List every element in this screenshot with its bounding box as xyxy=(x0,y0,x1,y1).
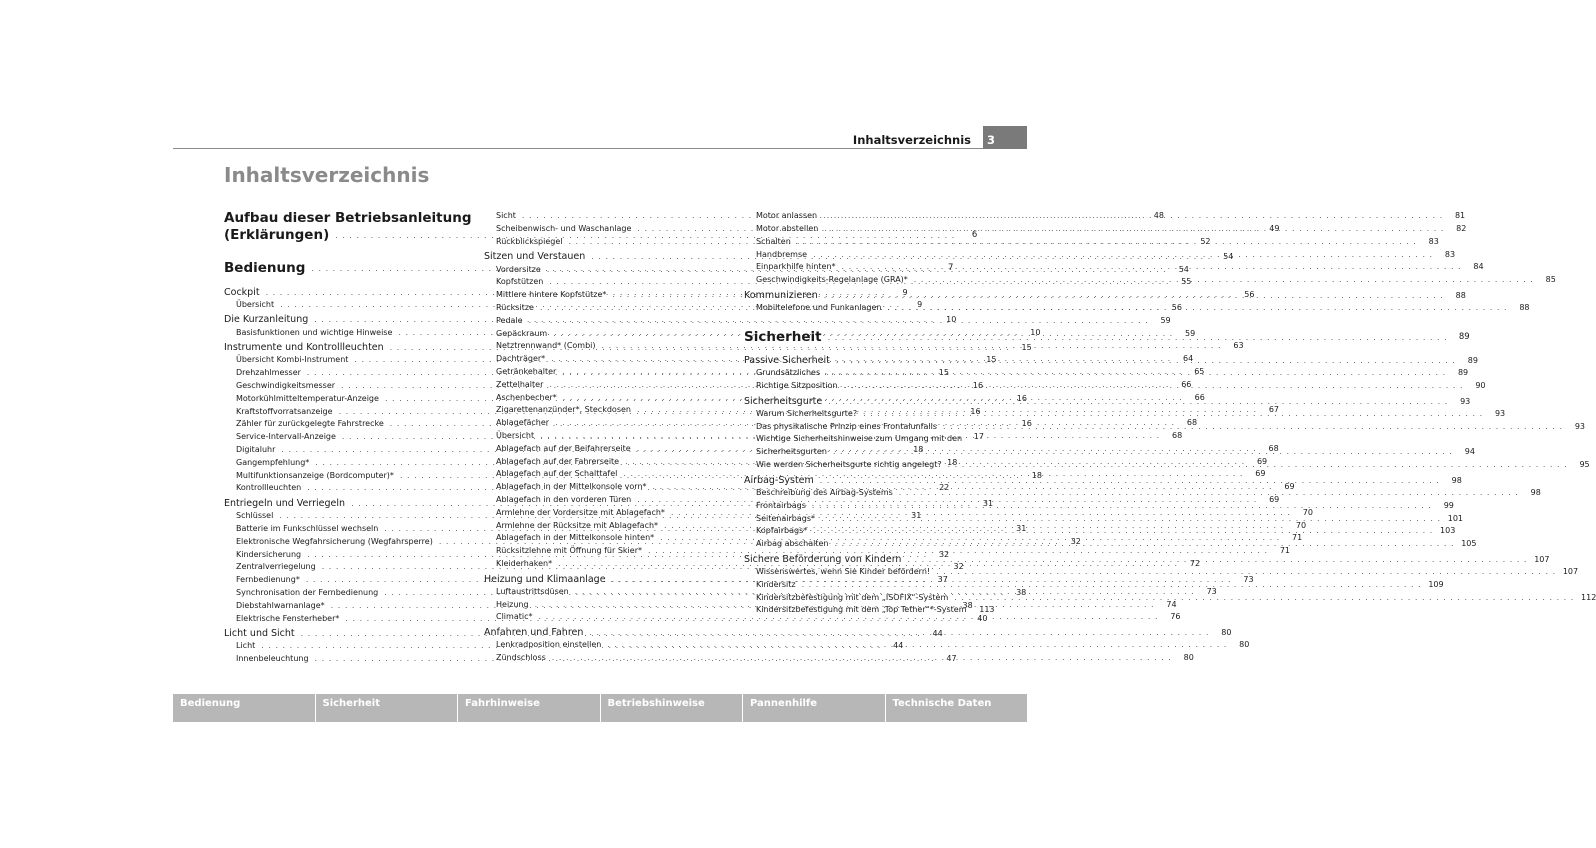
toc-entry-label: Zentralverriegelung xyxy=(236,562,316,572)
toc-entry-label: Wichtige Sicherheitshinweise zum Umgang mit den xyxy=(756,434,963,444)
toc-entry-label: Geschwindigkeits-Regelanlage (GRA)* xyxy=(756,275,908,285)
toc-page-number: 48 xyxy=(1153,211,1164,221)
toc-entry-label: Rücksitzlehne mit Öffnung für Skier* xyxy=(496,546,642,556)
toc-page-number: 10 xyxy=(1030,327,1041,337)
toc-leader-dots xyxy=(833,446,1453,459)
toc-entry-label: Netztrennwand* (Combi) xyxy=(496,341,596,351)
toc-page-number: 89 xyxy=(1467,356,1478,366)
toc-leader-dots xyxy=(907,553,1527,566)
toc-entry-label: Kindersitzbefestigung mit dem „ISOFIX“-System xyxy=(756,592,949,602)
toc-leader-dots xyxy=(820,474,1440,487)
toc-entry-label: Airbag-System xyxy=(744,474,814,486)
toc-entry-label: Service-Intervall-Anzeige xyxy=(236,432,336,442)
toc-page-number: 83 xyxy=(1444,249,1456,259)
toc-page-number: 76 xyxy=(1170,612,1181,622)
toc-page-number: 73 xyxy=(1206,586,1217,596)
toc-page-number: 49 xyxy=(1269,224,1280,234)
toc-page-number: 65 xyxy=(1194,367,1205,377)
toc-page-number: 52 xyxy=(1200,236,1211,246)
toc-leader-dots xyxy=(797,236,1417,249)
toc-entry-label: Licht und Sicht xyxy=(224,628,295,640)
toc-page-number: 38 xyxy=(1016,587,1027,597)
toc-entry-label: Climatic* xyxy=(496,612,533,622)
toc-leader-dots xyxy=(813,249,1433,262)
page-number: 3 xyxy=(987,133,996,147)
toc-entry-label: Kopfairbags* xyxy=(756,526,808,536)
toc-page-number: 71 xyxy=(1292,533,1303,543)
toc-entry-label: Einparkhilfe hinten* xyxy=(756,262,836,272)
toc-page-number: 56 xyxy=(1171,303,1182,313)
toc-page-number: 69 xyxy=(1255,469,1266,479)
toc-entry-label: Kleiderhaken* xyxy=(496,559,553,569)
toc-entry-label: Kopfstützen xyxy=(496,277,544,287)
toc-entry-label: Drehzahlmesser xyxy=(236,368,301,378)
toc-entry-label: Kindersitz xyxy=(756,579,796,589)
toc-page-number: 16 xyxy=(1021,419,1032,429)
toc-page-number: 59 xyxy=(1185,328,1196,338)
toc-entry-label: Digitaluhr xyxy=(236,444,276,454)
page-title: Inhaltsverzeichnis xyxy=(224,163,430,187)
toc-entry-label: Scheibenwisch- und Waschanlage xyxy=(496,224,632,234)
toc-page-number: 55 xyxy=(1181,277,1192,287)
chapter-nav-bar xyxy=(173,694,1027,722)
toc-entry-label: Das physikalische Prinzip eines Frontalunfalls xyxy=(756,421,937,431)
toc-page-number: 63 xyxy=(1233,341,1244,351)
toc-entry-label: Grundsätzliches xyxy=(756,368,821,378)
toc-page-number: 113 xyxy=(979,605,995,615)
toc-entry-label: Vordersitze xyxy=(496,264,541,274)
toc-entry-label: Luftaustrittsdüsen xyxy=(496,586,569,596)
toc-entry-label: Cockpit xyxy=(224,286,260,298)
toc-entry-label: Basisfunktionen und wichtige Hinweise xyxy=(236,327,393,337)
toc-page-number: 18 xyxy=(1031,470,1042,480)
toc-page-number: 31 xyxy=(1016,523,1027,533)
toc-entry-label: Sicherheit xyxy=(744,328,822,345)
toc-entry-wrapped-line[interactable] xyxy=(744,433,992,446)
toc-page-number: 68 xyxy=(1268,443,1279,453)
toc-entry-label: Multifunktionsanzeige (Bordcomputer)* xyxy=(236,470,394,480)
toc-leader-dots xyxy=(828,395,1448,408)
toc-page-number: 38 xyxy=(962,600,973,610)
toc-entry-label: Entriegeln und Verriegeln xyxy=(224,497,346,509)
toc-entry-label: Mobiltelefone und Funkanlagen xyxy=(756,303,882,313)
toc-leader-dots xyxy=(936,566,1556,579)
toc-page-number: 31 xyxy=(982,498,994,508)
toc-leader-dots xyxy=(823,210,1443,223)
toc-entry-label: Lenkradposition einstellen xyxy=(496,640,602,650)
toc-page-number: 105 xyxy=(1461,539,1477,549)
toc-page-number: 10 xyxy=(946,315,957,325)
toc-entry-label: Aufbau dieser Betriebsanleitung xyxy=(224,210,472,226)
toc-page-number: 80 xyxy=(1221,627,1232,637)
toc-chapter-entry[interactable] xyxy=(224,210,472,227)
toc-page-number: 73 xyxy=(1243,574,1254,584)
toc-page-number: 69 xyxy=(1256,456,1268,466)
toc-page-number: 101 xyxy=(1447,513,1464,523)
toc-entry-label: Handbremse xyxy=(756,249,808,259)
toc-leader-dots xyxy=(552,652,1172,665)
toc-entry-label: Kommunizieren xyxy=(744,289,818,301)
nav-tab-pannenhilfe[interactable]: Pannenhilfe xyxy=(743,694,886,722)
toc-entry-label: Rückblickspiegel xyxy=(496,236,563,246)
toc-entry-label: Seitenairbags* xyxy=(756,513,815,523)
toc-subsection-entry[interactable] xyxy=(744,604,995,617)
toc-page-number: 15 xyxy=(1021,343,1032,353)
toc-entry-label: Batterie im Funkschlüssel wechseln xyxy=(236,523,379,533)
toc-page-number: 32 xyxy=(1070,536,1081,546)
toc-leader-dots xyxy=(826,367,1446,380)
toc-entry-label: Synchronisation der Fernbedienung xyxy=(236,587,379,597)
nav-tab-betriebshinweise[interactable]: Betriebshinweise xyxy=(601,694,744,722)
toc-leader-dots xyxy=(863,408,1483,421)
toc-entry-label: Kindersitzbefestigung mit dem „Top Tether“*-System xyxy=(756,605,967,615)
toc-page-number: 16 xyxy=(972,380,984,390)
toc-entry-label: Zigarettenanzünder*, Steckdosen xyxy=(496,405,631,415)
toc-page-number: 16 xyxy=(1016,393,1027,403)
toc-entry-label: Anfahren und Fahren xyxy=(484,626,584,638)
toc-entry-label: Übersicht xyxy=(236,299,275,309)
page-number-box xyxy=(983,126,1027,149)
toc-page-number: 84 xyxy=(1473,262,1484,272)
toc-page-number: 70 xyxy=(1295,520,1307,530)
toc-leader-dots xyxy=(842,261,1462,274)
toc-entry-label: Armlehne der Rücksitze mit Ablagefach* xyxy=(496,520,659,530)
toc-leader-dots xyxy=(589,626,1209,639)
toc-entry-label: Zettelhalter xyxy=(496,379,544,389)
toc-page-number: 66 xyxy=(1181,379,1192,389)
toc-page-number: 31 xyxy=(911,511,922,521)
toc-leader-dots xyxy=(824,289,1444,302)
toc-page-number: 103 xyxy=(1440,526,1456,536)
toc-page-number: 88 xyxy=(1455,290,1466,300)
toc-entry-label: Motor abstellen xyxy=(756,224,819,234)
toc-entry-label: Ablagefach auf der Schalttafel xyxy=(496,469,618,479)
toc-entry-label: Gangempfehlung* xyxy=(236,457,310,467)
toc-page-number: 32 xyxy=(953,562,964,572)
toc-page-number: 98 xyxy=(1451,475,1462,485)
toc-leader-dots xyxy=(954,592,1574,605)
toc-entry-label: Geschwindigkeitsmesser xyxy=(236,380,336,390)
nav-tab-bedienung[interactable]: Bedienung xyxy=(173,694,316,722)
nav-tab-technische-daten[interactable]: Technische Daten xyxy=(886,694,1028,722)
toc-entry-label: Innenbeleuchtung xyxy=(236,654,309,664)
toc-entry-label: Schlüssel xyxy=(236,511,274,521)
toc-entry-label: Übersicht xyxy=(496,431,535,441)
toc-leader-dots xyxy=(607,639,1227,652)
toc-leader-dots xyxy=(943,421,1563,434)
toc-entry-label: Elektrische Fensterheber* xyxy=(236,613,340,623)
toc-entry-label: Zähler für zurückgelegte Fahrstrecke xyxy=(236,419,384,429)
toc-page-number: 16 xyxy=(970,406,981,416)
toc-page-number: 22 xyxy=(939,483,950,493)
toc-page-number: 89 xyxy=(1457,368,1469,378)
toc-leader-dots xyxy=(948,459,1568,472)
toc-page-number: 68 xyxy=(1171,431,1183,441)
toc-page-number: 93 xyxy=(1574,421,1586,431)
toc-entry-label: Heizung und Klimaanlage xyxy=(484,573,606,585)
toc-entry-label: Motorkühlmitteltemperatur-Anzeige xyxy=(236,393,379,403)
toc-page-number: 93 xyxy=(1494,408,1506,418)
toc-page-number: 68 xyxy=(1186,418,1198,428)
toc-page-number: 54 xyxy=(1178,264,1189,274)
toc-page-number: 6 xyxy=(971,230,978,240)
toc-leader-dots xyxy=(888,302,1508,315)
toc-page-number: 112 xyxy=(1581,592,1596,602)
toc-leader-dots xyxy=(821,513,1441,526)
toc-entry-label: Passive Sicherheit xyxy=(744,355,830,367)
toc-leader-dots xyxy=(843,380,1463,393)
toc-entry-label: Wie werden Sicherheitsgurte richtig angelegt? xyxy=(756,460,942,470)
toc-page-number: 99 xyxy=(1443,500,1454,510)
toc-entry-label: Sicht xyxy=(496,211,516,221)
toc-page-number: 74 xyxy=(1166,599,1177,609)
toc-entry-label: Bedienung xyxy=(224,260,306,276)
toc-page-number: 98 xyxy=(1530,487,1541,497)
toc-leader-dots xyxy=(824,223,1444,236)
toc-entry-label: Richtige Sitzposition xyxy=(756,381,838,391)
toc-page-number: 85 xyxy=(1545,275,1556,285)
toc-page-number: 67 xyxy=(1268,405,1280,415)
toc-page-number: 82 xyxy=(1456,224,1467,234)
toc-entry-label: Diebstahlwarnanlage* xyxy=(236,600,325,610)
toc-entry-label: Kraftstoffvorratsanzeige xyxy=(236,406,333,416)
toc-entry-label: Mittlere hintere Kopfstütze* xyxy=(496,290,607,300)
toc-page-number: 95 xyxy=(1579,460,1590,470)
toc-page-number: 72 xyxy=(1189,559,1201,569)
toc-page-number: 40 xyxy=(977,613,988,623)
toc-entry-label: Gepäckraum xyxy=(496,328,548,338)
toc-leader-dots xyxy=(914,274,1534,287)
toc-entry-label: Beschreibung des Airbag-Systems xyxy=(756,487,893,497)
toc-entry-label: Frontairbags xyxy=(756,500,806,510)
toc-page-number: 90 xyxy=(1475,381,1486,391)
toc-leader-dots xyxy=(834,538,1454,551)
toc-entry-label: Fernbedienung* xyxy=(236,575,300,585)
toc-entry-label: Motor anlassen xyxy=(756,211,818,221)
toc-entry-label: Die Kurzanleitung xyxy=(224,314,309,326)
toc-leader-dots xyxy=(812,500,1432,513)
toc-page-number: 32 xyxy=(938,549,950,559)
toc-page-number: 94 xyxy=(1464,447,1475,457)
toc-page-number: 89 xyxy=(1458,331,1470,342)
toc-leader-dots xyxy=(899,487,1519,500)
toc-entry-label: Dachträger* xyxy=(496,354,546,364)
toc-page-number: 69 xyxy=(1269,495,1280,505)
toc-entry-label: Ablagefächer xyxy=(496,418,550,428)
toc-page-number: 59 xyxy=(1160,315,1171,325)
toc-page-number: 7 xyxy=(948,263,954,273)
toc-page-number: 70 xyxy=(1302,507,1313,517)
toc-entry-label: Wissenswertes, wenn Sie Kinder befördern! xyxy=(756,566,931,576)
toc-page-number: 93 xyxy=(1460,396,1471,406)
toc-page-number: 80 xyxy=(1183,653,1194,662)
header-rule xyxy=(173,148,983,149)
toc-entry-label: Kontrollleuchten xyxy=(236,483,302,493)
toc-entry-label: Sicherheitsgurten xyxy=(756,447,827,457)
toc-leader-dots xyxy=(836,354,1456,367)
toc-entry-label: Sitzen und Verstauen xyxy=(484,251,586,263)
toc-page-number: 81 xyxy=(1454,211,1466,221)
toc-page-number: 54 xyxy=(1223,252,1234,262)
toc-leader-dots xyxy=(828,329,1448,346)
toc-entry-label: Kindersicherung xyxy=(236,549,302,559)
toc-entry-label: Rücksitze xyxy=(496,303,534,313)
toc-page-number: 66 xyxy=(1194,392,1205,402)
toc-leader-dots xyxy=(813,525,1433,538)
toc-entry-label: Zündschloss xyxy=(496,653,546,662)
toc-entry-label: Heizung xyxy=(496,599,529,609)
toc-page-number: 9 xyxy=(917,299,923,309)
toc-page-number: 15 xyxy=(938,368,949,378)
toc-page-number: 18 xyxy=(947,457,958,467)
toc-entry-label: (Erklärungen) xyxy=(224,227,330,243)
toc-entry-label: Aschenbecher* xyxy=(496,392,557,402)
nav-tab-fahrhinweise[interactable]: Fahrhinweise xyxy=(458,694,601,722)
toc-entry-label: Schalten xyxy=(756,236,791,246)
toc-entry-label: Ablagefach in der Mittelkonsole vorn* xyxy=(496,482,647,492)
toc-entry-label: Ablagefach in der Mittelkonsole hinten* xyxy=(496,533,655,543)
toc-entry-label: Elektronische Wegfahrsicherung (Wegfahrsperre) xyxy=(236,536,433,546)
toc-page-number: 71 xyxy=(1279,546,1291,556)
toc-entry-label: Ablagefach auf der Fahrerseite xyxy=(496,456,620,466)
toc-entry-label: Licht xyxy=(236,641,256,651)
toc-page-number: 109 xyxy=(1428,579,1444,589)
toc-page-number: 69 xyxy=(1284,482,1295,492)
toc-page-number: 107 xyxy=(1534,554,1550,564)
toc-page-number: 88 xyxy=(1519,303,1530,313)
toc-entry-label: Übersicht Kombi-Instrument xyxy=(236,355,349,365)
toc-entry-label: Getränkehalter xyxy=(496,367,557,377)
toc-page-number: 44 xyxy=(932,629,943,639)
toc-page-number: 15 xyxy=(986,355,997,365)
toc-entry-label: Instrumente und Kontrollleuchten xyxy=(224,342,384,354)
toc-entry-label: Sicherheitsgurte xyxy=(744,395,823,407)
nav-tab-sicherheit[interactable]: Sicherheit xyxy=(316,694,459,722)
toc-page-number: 83 xyxy=(1428,236,1439,246)
toc-page-number: 107 xyxy=(1562,566,1579,576)
toc-entry-label: Armlehne der Vordersitze mit Ablagefach* xyxy=(496,507,665,517)
toc-entry-label: Pedale xyxy=(496,315,523,325)
toc-entry-label: Sichere Beförderung von Kindern xyxy=(744,553,902,565)
toc-page-number: 56 xyxy=(1244,290,1255,300)
toc-entry-label: Ablagefach in den vorderen Türen xyxy=(496,495,632,505)
toc-leader-dots xyxy=(802,579,1422,592)
toc-page-number: 64 xyxy=(1183,354,1194,364)
toc-page-number: 9 xyxy=(902,287,908,297)
toc-page-number: 17 xyxy=(973,432,984,442)
toc-page-number: 18 xyxy=(913,444,924,454)
toc-entry-label: Warum Sicherheitsgurte? xyxy=(756,408,858,418)
toc-page-number: 47 xyxy=(946,654,957,664)
toc-entry-label: Ablagefach auf der Beifahrerseite xyxy=(496,443,631,453)
toc-page-number: 80 xyxy=(1239,640,1250,650)
toc-page-number: 44 xyxy=(893,641,904,651)
toc-entry-label: Airbag abschalten xyxy=(756,539,829,549)
toc-page-number: 37 xyxy=(937,575,948,585)
running-header-title: Inhaltsverzeichnis xyxy=(852,133,971,147)
